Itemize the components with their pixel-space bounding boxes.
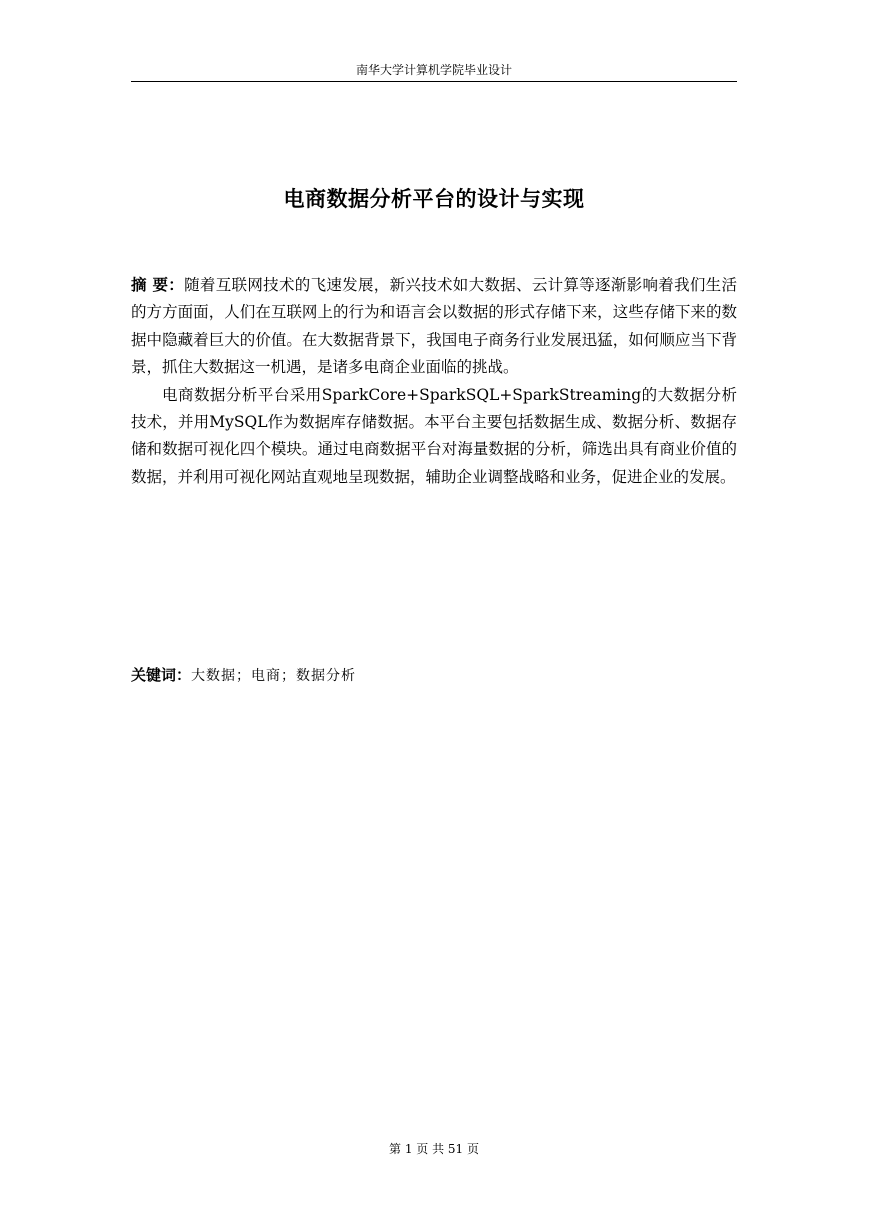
running-header: 南华大学计算机学院毕业设计 bbox=[355, 63, 512, 77]
keywords-label: 关键词： bbox=[131, 666, 192, 684]
keywords-section bbox=[131, 662, 737, 690]
abstract-text-1: 随着互联网技术的飞速发展，新兴技术如大数据、云计算等逐渐影响着我们生活的方方面面，人们在互联网上的行为和语言会以数据的形式存储下来，这些存储下来的数据中隐藏着巨大的价值。在大数据背景下，我国电子商务行业发展迅猛，如何顺应当下背景，抓住大数据这一机遇，是诸多电商企业面临的挑战。 bbox=[131, 276, 737, 377]
keywords-value: 大数据；电商；数据分析 bbox=[191, 668, 357, 684]
abstract-section bbox=[131, 272, 737, 491]
page-footer: 第 1 页 共 51 页 bbox=[389, 1142, 479, 1156]
abstract-label: 摘 要： bbox=[131, 276, 185, 294]
page-title: 电商数据分析平台的设计与实现 bbox=[283, 187, 585, 211]
abstract-paragraph-2: 电商数据分析平台采用SparkCore+SparkSQL+SparkStreaming的大数据分析技术，并用MySQL作为数据库存储数据。本平台主要包括数据生成、数据分析、数据存储和数据可视化四个模块。通过电商数据平台对海量数据的分析，筛选出具有商业价值的数据，并利用可视化网站直观地呈现数据，辅助企业调整战略和业务，促进企业的发展。 bbox=[131, 385, 737, 486]
abstract-paragraph-1 bbox=[131, 272, 737, 382]
header-rule bbox=[131, 81, 737, 82]
